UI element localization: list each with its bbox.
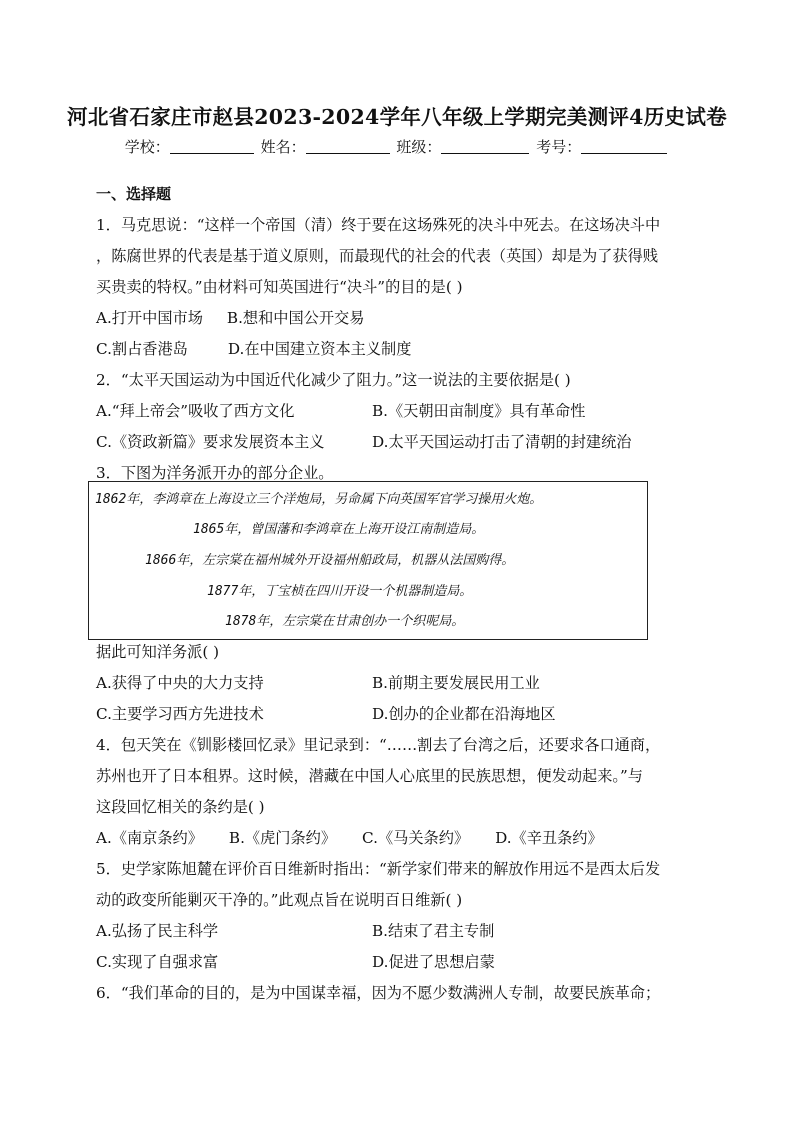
q5-stem-line-1: 5．史学家陈旭麓在评价百日维新时指出：“新学家们带来的解放作用远不是西太后发 <box>96 860 661 878</box>
q2-options-row-1 <box>96 396 700 427</box>
q4-stem-line-2: 苏州也开了日本租界。这时候，潜藏在中国人心底里的民族思想，便发动起来。”与 <box>96 767 643 785</box>
q4-option-b[interactable]: B.《虎门条约》 <box>228 829 337 847</box>
q3-options-row-1 <box>96 668 700 699</box>
q5-option-b[interactable]: B.结束了君主专制 <box>372 922 495 940</box>
q4-option-c[interactable]: C.《马关条约》 <box>362 829 470 847</box>
q5-options-row-2 <box>96 947 700 978</box>
q3-material-line-3: 1866年，左宗棠在福州城外开设福州船政局，机器从法国购得。 <box>145 553 515 568</box>
q4-stem-line-3: 这段回忆相关的条约是( ) <box>96 798 265 816</box>
q3-material-line-5: 1878年，左宗棠在甘肃创办一个织呢局。 <box>225 614 465 629</box>
questions-part-2 <box>96 637 700 1009</box>
q1-stem-line-2: ，陈腐世界的代表是基于道义原则，而最现代的社会的代表（英国）却是为了获得贱 <box>96 247 658 265</box>
q4-stem-line-1: 4．包天笑在《钏影楼回忆录》里记录到：“……割去了台湾之后，还要求各口通商， <box>96 736 661 754</box>
section-heading: 一、选择题 <box>96 185 172 203</box>
q5-option-d[interactable]: D.促进了思想启蒙 <box>372 953 495 971</box>
q1-option-b[interactable]: B.想和中国公开交易 <box>226 309 365 327</box>
q3-material-box <box>88 481 648 640</box>
q3-material-line-2: 1865年，曾国藩和李鸿章在上海开设江南制造局。 <box>193 522 485 537</box>
q2-option-c[interactable]: C.《资政新篇》要求发展资本主义 <box>96 433 325 451</box>
student-info-line <box>0 136 794 157</box>
q1-options-row-1 <box>96 303 700 334</box>
q2-options-row-2 <box>96 427 700 458</box>
q4-option-d[interactable]: D.《辛丑条约》 <box>495 829 603 847</box>
q2-option-b[interactable]: B.《天朝田亩制度》具有革命性 <box>372 402 586 420</box>
school-label: 学校： <box>124 138 170 156</box>
q3-stem: 3．下图为洋务派开办的部分企业。 <box>96 464 334 482</box>
q1-option-d[interactable]: D.在中国建立资本主义制度 <box>227 340 412 358</box>
q1-stem-line-1: 1．马克思说：“这样一个帝国（清）终于要在这场殊死的决斗中死去。在这场决斗中 <box>96 216 661 234</box>
q3-option-c[interactable]: C.主要学习西方先进技术 <box>96 705 264 723</box>
school-blank[interactable] <box>170 139 254 154</box>
name-label: 姓名： <box>260 138 306 156</box>
questions-part-1 <box>96 179 700 489</box>
q4-options-row <box>96 823 700 854</box>
q3-options-row-2 <box>96 699 700 730</box>
q5-option-a[interactable]: A.弘扬了民主科学 <box>96 922 219 940</box>
number-label: 考号： <box>536 138 582 156</box>
q3-material-line-1: 1862年，李鸿章在上海设立三个洋炮局，另命属下向英国军官学习操用火炮。 <box>95 492 543 507</box>
name-blank[interactable] <box>306 139 390 154</box>
q3-question: 据此可知洋务派( ) <box>96 643 219 661</box>
q5-option-c[interactable]: C.实现了自强求富 <box>96 953 219 971</box>
q1-stem-line-3: 买贵卖的特权。”由材料可知英国进行“决斗”的目的是( ) <box>96 278 463 296</box>
q3-option-d[interactable]: D.创办的企业都在沿海地区 <box>372 705 556 723</box>
q5-options-row-1 <box>96 916 700 947</box>
q1-option-a[interactable]: A.打开中国市场 <box>96 309 203 327</box>
q4-option-a[interactable]: A.《南京条约》 <box>96 829 203 847</box>
q2-option-d[interactable]: D.太平天国运动打击了清朝的封建统治 <box>372 433 632 451</box>
class-label: 班级： <box>396 138 442 156</box>
q1-option-c[interactable]: C.割占香港岛 <box>96 340 188 358</box>
q5-stem-line-2: 动的政变所能剿灭干净的。”此观点旨在说明百日维新( ) <box>96 891 463 909</box>
q2-option-a[interactable]: A.“拜上帝会”吸收了西方文化 <box>96 402 295 420</box>
q1-options-row-2 <box>96 334 700 365</box>
class-blank[interactable] <box>441 139 529 154</box>
q2-stem: 2．“太平天国运动为中国近代化减少了阻力。”这一说法的主要依据是( ) <box>96 371 571 389</box>
q6-stem: 6．“我们革命的目的，是为中国谋幸福，因为不愿少数满洲人专制，故要民族革命； <box>96 984 661 1002</box>
q3-material-line-4: 1877年，丁宝桢在四川开设一个机器制造局。 <box>207 584 473 599</box>
page-title: 河北省石家庄市赵县2023-2024学年八年级上学期完美测评4历史试卷 <box>67 105 727 129</box>
number-blank[interactable] <box>581 139 667 154</box>
q3-option-a[interactable]: A.获得了中央的大力支持 <box>96 674 264 692</box>
q3-option-b[interactable]: B.前期主要发展民用工业 <box>372 674 540 692</box>
